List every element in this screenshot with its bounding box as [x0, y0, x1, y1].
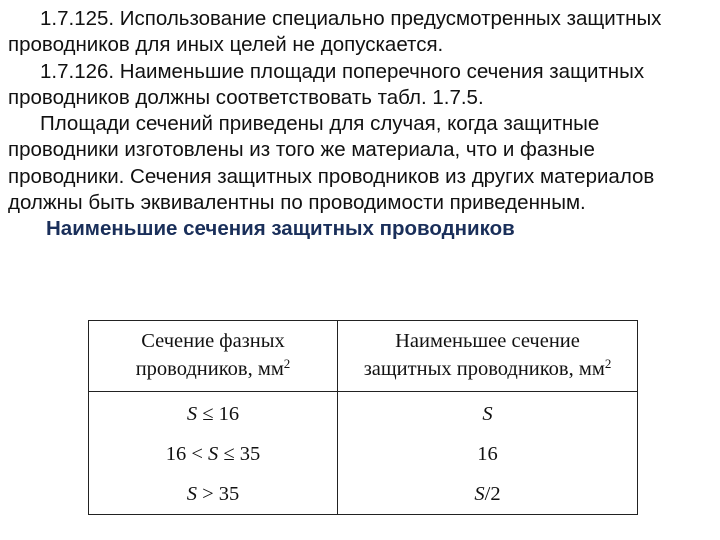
paragraph-1-7-126: 1.7.126. Наименьшие площади поперечного сечения защитных проводников должны соответствовать табл. 1.7.5. — [8, 59, 645, 109]
protective-section-cell: 16 — [477, 442, 498, 465]
phase-section-cell: 16 < S ≤ 35 — [89, 434, 338, 474]
table-header-row — [89, 321, 638, 392]
document-text — [8, 6, 710, 243]
header-phase-line2: проводников, мм — [135, 358, 284, 380]
table-row — [89, 434, 638, 474]
header-phase-sup: 2 — [283, 356, 291, 371]
header-protective-line2: защитных проводников, мм — [363, 358, 605, 380]
header-phase-section — [89, 321, 338, 392]
header-protective-line1: Наименьшее сечение — [395, 330, 580, 352]
table-row — [89, 474, 638, 515]
paragraph-1-7-125: 1.7.125. Использование специально предусмотренных защитных проводников для иных целей не допускается. — [8, 7, 662, 57]
header-protective-sup: 2 — [604, 356, 612, 371]
protective-section-cell: S/2 — [474, 482, 501, 505]
table-row — [89, 392, 638, 435]
header-phase-line1: Сечение фазных — [141, 330, 285, 352]
protective-section-cell: S — [482, 402, 493, 425]
paragraph-sections-note: Площади сечений приведены для случая, когда защитные проводники изготовлены из того же материала, что и фазные проводники. Сечения защитных проводников из других материалов должны быть эквивалентны по проводимости приведенным. — [8, 112, 655, 215]
table-title: Наименьшие сечения защитных проводников — [46, 217, 515, 241]
header-protective-line2-wrap — [364, 358, 612, 380]
header-protective-section — [338, 321, 638, 392]
header-phase-line2-wrap — [136, 358, 291, 380]
phase-section-cell: S ≤ 16 — [89, 392, 338, 435]
phase-section-cell: S > 35 — [89, 474, 338, 515]
sections-table — [88, 320, 638, 515]
